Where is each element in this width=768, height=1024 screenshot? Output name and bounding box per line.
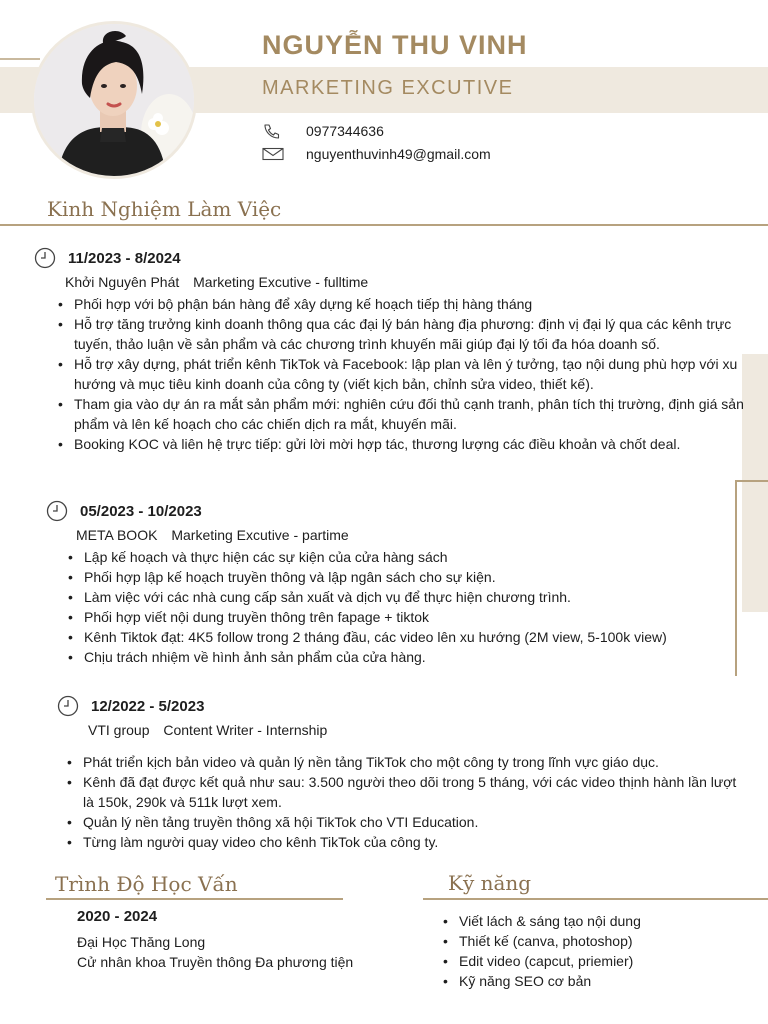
list-item: • Viết lách & sáng tạo nội dung (441, 911, 761, 931)
list-item: • Kỹ năng SEO cơ bản (441, 971, 761, 991)
job-company-line (88, 722, 737, 738)
phone-row (262, 123, 384, 139)
list-item: • Booking KOC và liên hệ trực tiếp: gửi lời mời hợp tác, thương lượng các điều khoản và chốt deal. (56, 434, 746, 454)
education-degree: Cử nhân khoa Truyền thông Đa phương tiện (77, 954, 354, 970)
job-title: MARKETING EXCUTIVE (262, 77, 514, 99)
list-item: • Tham gia vào dự án ra mắt sản phẩm mới: nghiên cứu đối thủ cạnh tranh, phân tích thị trường, định giá sản phẩm và lên kế hoạch cho các chiến dịch ra mắt, khuyến mãi. (56, 394, 746, 434)
list-item: • Kênh Tiktok đạt: 4K5 follow trong 2 tháng đầu, các video lên xu hướng (2M view, 5-100k view) (66, 627, 736, 647)
list-item: • Kênh đã đạt được kết quả như sau: 3.500 người theo dõi trong 5 tháng, với các video thịnh hành lần lượt là 150k, 290k và 511k lượt xem. (65, 772, 737, 812)
clock-icon (46, 500, 68, 522)
job-duties (56, 294, 746, 454)
education-rule (46, 898, 343, 900)
education-heading: Trình Độ Học Vấn (55, 872, 238, 896)
portrait-illustration (34, 24, 194, 176)
job-entry-2 (46, 501, 726, 667)
education-school: Đại Học Thăng Long (77, 934, 206, 950)
job-entry-1 (34, 248, 744, 454)
phone-number[interactable]: 0977344636 (306, 123, 384, 139)
skills-heading: Kỹ năng (448, 871, 532, 895)
decorative-rule-top (735, 480, 768, 482)
list-item: • Từng làm người quay video cho kênh TikTok của công ty. (65, 832, 737, 852)
candidate-name: NGUYỄN THU VINH (262, 30, 528, 60)
list-item: • Edit video (capcut, priemier) (441, 951, 761, 971)
list-item: • Hỗ trợ xây dựng, phát triển kênh TikTok và Facebook: lập plan và lên ý tưởng, tạo nội dung phù hợp với xu hướng và mục tiêu kinh doanh của công ty (viết kịch bản, chỉnh sửa video, thiết kế). (56, 354, 746, 394)
job-date: 12/2022 - 5/2023 (91, 697, 205, 715)
education-years: 2020 - 2024 (77, 908, 158, 925)
list-item: • Phát triển kịch bản video và quản lý nền tảng TikTok cho một công ty trong lĩnh vực giáo dục. (65, 752, 737, 772)
header-accent-line (0, 58, 40, 60)
list-item: • Chịu trách nhiệm về hình ảnh sản phẩm của cửa hàng. (66, 647, 736, 667)
job-date: 05/2023 - 10/2023 (80, 502, 202, 520)
skills-rule (423, 898, 768, 900)
job-company-line (76, 527, 726, 543)
experience-heading: Kinh Nghiệm Làm Việc (47, 197, 282, 221)
list-item: • Phối hợp với bộ phận bán hàng để xây dựng kế hoạch tiếp thị hàng tháng (56, 294, 746, 314)
mail-icon (262, 146, 284, 162)
profile-photo (31, 21, 197, 179)
list-item: • Làm việc với các nhà cung cấp sản xuất và dịch vụ để thực hiện chương trình. (66, 587, 736, 607)
job-entry-3 (57, 696, 737, 852)
clock-icon (57, 695, 79, 717)
email-row (262, 146, 491, 162)
list-item: • Quản lý nền tảng truyền thông xã hội TikTok cho VTI Education. (65, 812, 737, 832)
job-duties (65, 752, 737, 852)
list-item: • Phối hợp viết nội dung truyền thông trên fapage + tiktok (66, 607, 736, 627)
job-date: 11/2023 - 8/2024 (68, 249, 181, 267)
skills-list (441, 911, 761, 991)
phone-icon (262, 123, 284, 139)
company-name: VTI group (88, 722, 150, 738)
list-item: • Phối hợp lập kế hoạch truyền thông và lập ngân sách cho sự kiện. (66, 567, 736, 587)
list-item: • Lập kế hoạch và thực hiện các sự kiện của cửa hàng sách (66, 547, 736, 567)
email-address[interactable]: nguyenthuvinh49@gmail.com (306, 146, 491, 162)
company-name: META BOOK (76, 527, 158, 543)
experience-rule (0, 224, 768, 226)
clock-icon (34, 247, 56, 269)
company-name: Khởi Nguyên Phát (65, 274, 180, 290)
job-role: Marketing Excutive - partime (171, 527, 349, 543)
list-item: • Hỗ trợ tăng trưởng kinh doanh thông qua các đại lý bán hàng địa phương: định vị đại lý qua các kênh trực tuyến, thảo luận về sản phẩm và các chương trình khuyến mãi giúp đại lý tối đa hóa doanh số. (56, 314, 746, 354)
job-duties (66, 547, 736, 667)
list-item: • Thiết kế (canva, photoshop) (441, 931, 761, 951)
job-role: Marketing Excutive - fulltime (193, 274, 369, 290)
job-company-line (65, 274, 734, 290)
job-role: Content Writer - Internship (163, 722, 328, 738)
